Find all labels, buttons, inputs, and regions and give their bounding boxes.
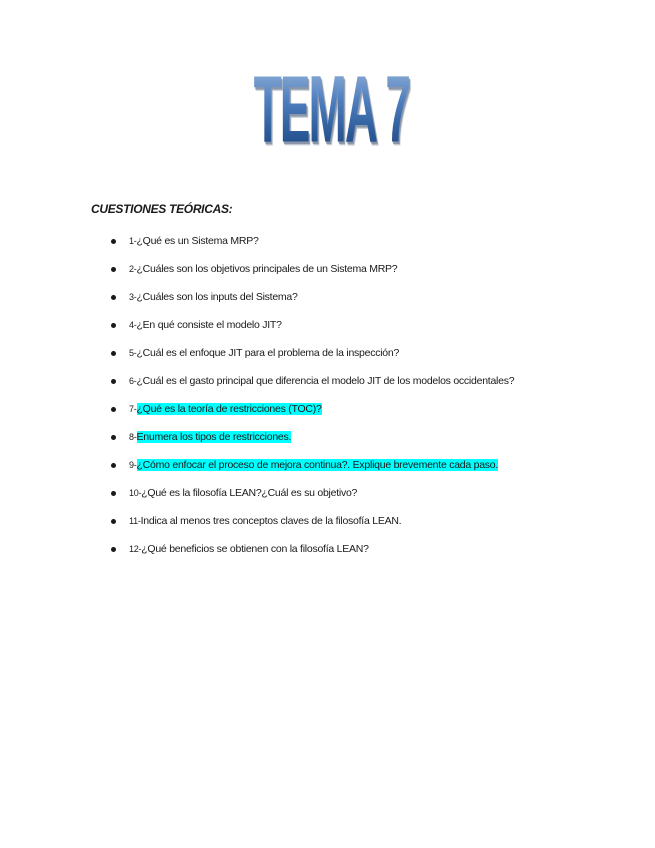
question-body: ¿Cuál es el gasto principal que diferencia el modelo JIT de los modelos occidentales? bbox=[136, 375, 515, 387]
question-item bbox=[0, 314, 655, 342]
question-number: 10- bbox=[129, 488, 142, 498]
bullet-icon bbox=[111, 295, 116, 300]
question-item bbox=[0, 258, 655, 286]
question-item bbox=[0, 454, 655, 482]
question-text bbox=[129, 290, 298, 305]
bullet-icon bbox=[111, 463, 116, 468]
question-text bbox=[129, 234, 259, 249]
question-list bbox=[0, 230, 655, 566]
question-item bbox=[0, 370, 655, 398]
question-body: ¿Qué es un Sistema MRP? bbox=[136, 235, 259, 247]
question-item bbox=[0, 482, 655, 510]
question-number: 3- bbox=[129, 292, 137, 302]
title-block bbox=[0, 55, 655, 162]
question-text bbox=[129, 542, 369, 557]
question-body: Indica al menos tres conceptos claves de la filosofía LEAN. bbox=[140, 515, 402, 527]
highlighted-question-body: Enumera los tipos de restricciones. bbox=[136, 431, 292, 443]
question-body: ¿Cuáles son los objetivos principales de un Sistema MRP? bbox=[136, 263, 398, 275]
question-body: ¿Cuáles son los inputs del Sistema? bbox=[136, 291, 298, 303]
highlighted-question-body: ¿Cómo enfocar el proceso de mejora continua?. Explique brevemente cada paso. bbox=[136, 459, 499, 471]
question-body: ¿En qué consiste el modelo JIT? bbox=[136, 319, 282, 331]
bullet-icon bbox=[111, 267, 116, 272]
bullet-icon bbox=[111, 351, 116, 356]
bullet-icon bbox=[111, 323, 116, 328]
question-item bbox=[0, 398, 655, 426]
question-number: 7- bbox=[129, 404, 137, 414]
question-item bbox=[0, 286, 655, 314]
question-body: ¿Cuál es el enfoque JIT para el problema de la inspección? bbox=[136, 347, 400, 359]
bullet-icon bbox=[111, 547, 116, 552]
question-text bbox=[129, 458, 498, 473]
question-number: 1- bbox=[129, 236, 137, 246]
question-text bbox=[129, 262, 397, 277]
section-heading: CUESTIONES TEÓRICAS: bbox=[91, 202, 233, 216]
document-title: TEMA 7 bbox=[253, 55, 410, 162]
bullet-icon bbox=[111, 491, 116, 496]
bullet-icon bbox=[111, 379, 116, 384]
question-text bbox=[129, 514, 401, 529]
question-number: 12- bbox=[129, 544, 142, 554]
question-text bbox=[129, 318, 282, 333]
question-number: 5- bbox=[129, 348, 137, 358]
question-text bbox=[129, 346, 399, 361]
question-body: ¿Qué es la filosofía LEAN?¿Cuál es su objetivo? bbox=[141, 487, 358, 499]
question-text bbox=[129, 430, 291, 445]
bullet-icon bbox=[111, 435, 116, 440]
question-number: 8- bbox=[129, 432, 137, 442]
question-item bbox=[0, 342, 655, 370]
question-body: ¿Qué beneficios se obtienen con la filosofía LEAN? bbox=[141, 543, 369, 555]
question-item bbox=[0, 510, 655, 538]
question-number: 6- bbox=[129, 376, 137, 386]
bullet-icon bbox=[111, 407, 116, 412]
bullet-icon bbox=[111, 519, 116, 524]
question-text bbox=[129, 402, 322, 417]
question-item bbox=[0, 230, 655, 258]
highlighted-question-body: ¿Qué es la teoría de restricciones (TOC)? bbox=[136, 403, 322, 415]
question-text bbox=[129, 486, 357, 501]
question-item bbox=[0, 538, 655, 566]
question-number: 2- bbox=[129, 264, 137, 274]
question-text bbox=[129, 374, 514, 389]
question-number: 11- bbox=[129, 516, 141, 526]
question-item bbox=[0, 426, 655, 454]
bullet-icon bbox=[111, 239, 116, 244]
question-number: 9- bbox=[129, 460, 137, 470]
question-number: 4- bbox=[129, 320, 137, 330]
